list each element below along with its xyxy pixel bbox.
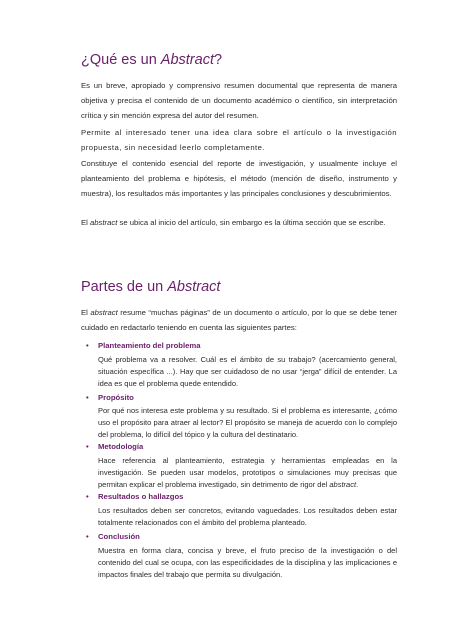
list-item-planteamiento [86,341,201,350]
list-item-text [98,455,397,492]
list-item-label: Resultados o hallazgos [98,492,184,501]
list-item-text: Muestra en forma clara, concisa y breve, el fruto preciso de la investigación o del contenido del cual se ocupa, con las especificidades de la disciplina y las implicaciones e impactos finales del trabajo que permita su divulgación. [98,546,397,580]
title-emphasis: Abstract [167,279,221,295]
bullet-icon: • [86,341,89,350]
list-item-proposito [86,393,134,402]
list-item-label: Metodología [98,442,144,451]
emphasis-abstract: abstract [90,308,118,317]
section-title-que-es [81,52,222,68]
paragraph-content: Constituye el contenido esencial del reporte de investigación, y usualmente incluye el planteamiento del problema e hipótesis, el método (mención de diseño, instrumento y muestra), los resultados más importantes y las principales conclusiones y descubrimientos. [81,159,397,198]
bullet-icon: • [86,442,89,451]
list-item-text: Por qué nos interesa este problema y su resultado. Si el problema es interesante, ¿cómo uso el propósito para atraer al lector? El propósito se maneja de acuerdo con lo complejo del problema, lo difícil del tópico y la cultura del destinatario. [98,406,397,440]
title-text: ¿Qué es un [81,52,161,68]
text-span: El [81,308,91,317]
paragraph-definition: Es un breve, apropiado y comprensivo resumen documental que representa de manera objetiva y precisa el contenido de un documento académico o científico, sin interpretación crítica y sin mención expresa del autor del resumen. [81,81,397,120]
text-span: . [356,480,359,490]
emphasis-abstract: abstract [89,218,118,227]
title-emphasis: Abstract [160,52,214,68]
text-span: El [81,218,90,227]
list-item-label: Conclusión [98,532,140,541]
list-item-label: Propósito [98,393,134,402]
paragraph-location [81,216,397,231]
list-item-text: Los resultados deben ser concretos, evitando vaguedades. Los resultados deben estar totalmente relacionados con el ámbito del problema planteado. [98,506,397,528]
text-span: se ubica al inicio del artículo, sin embargo es la última sección que se escribe. [117,218,386,227]
paragraph-purpose: Permite al interesado tener una idea clara sobre el artículo o la investigación propuesta, sin necesidad leerlo completamente. [81,128,397,152]
list-item-label: Planteamiento del problema [98,341,201,350]
emphasis-abstract: abstract [329,480,357,490]
section-title-partes [81,279,220,295]
paragraph-intro [81,306,397,336]
list-item-metodologia [86,442,143,451]
text-span: resume “muchas páginas” de un documento o artículo, por lo que se debe tener cuidado en redactarlo teniendo en cuenta las siguientes partes: [81,308,397,332]
text-span: Hace referencia al planteamiento, estrategia y herramientas empleadas en la investigación. Se pueden usar modelos, prototipos o simulaciones muy precisas que permitan explicar el problema investigado, sin detrimento de rigor del [98,456,397,490]
bullet-icon: • [86,393,89,402]
bullet-icon: • [86,532,89,541]
list-item-conclusion [86,532,140,541]
list-item-resultados [86,492,183,501]
title-text: Partes de un [81,279,168,295]
list-item-text: Qué problema va a resolver. Cuál es el ámbito de su trabajo? (acercamiento general, situación específica ...). Hay que ser cuidadoso de no usar “jerga” difícil de entender. La idea es que el problema quede entendido. [98,355,397,389]
bullet-icon: • [86,492,89,501]
title-text-end: ? [213,52,223,68]
